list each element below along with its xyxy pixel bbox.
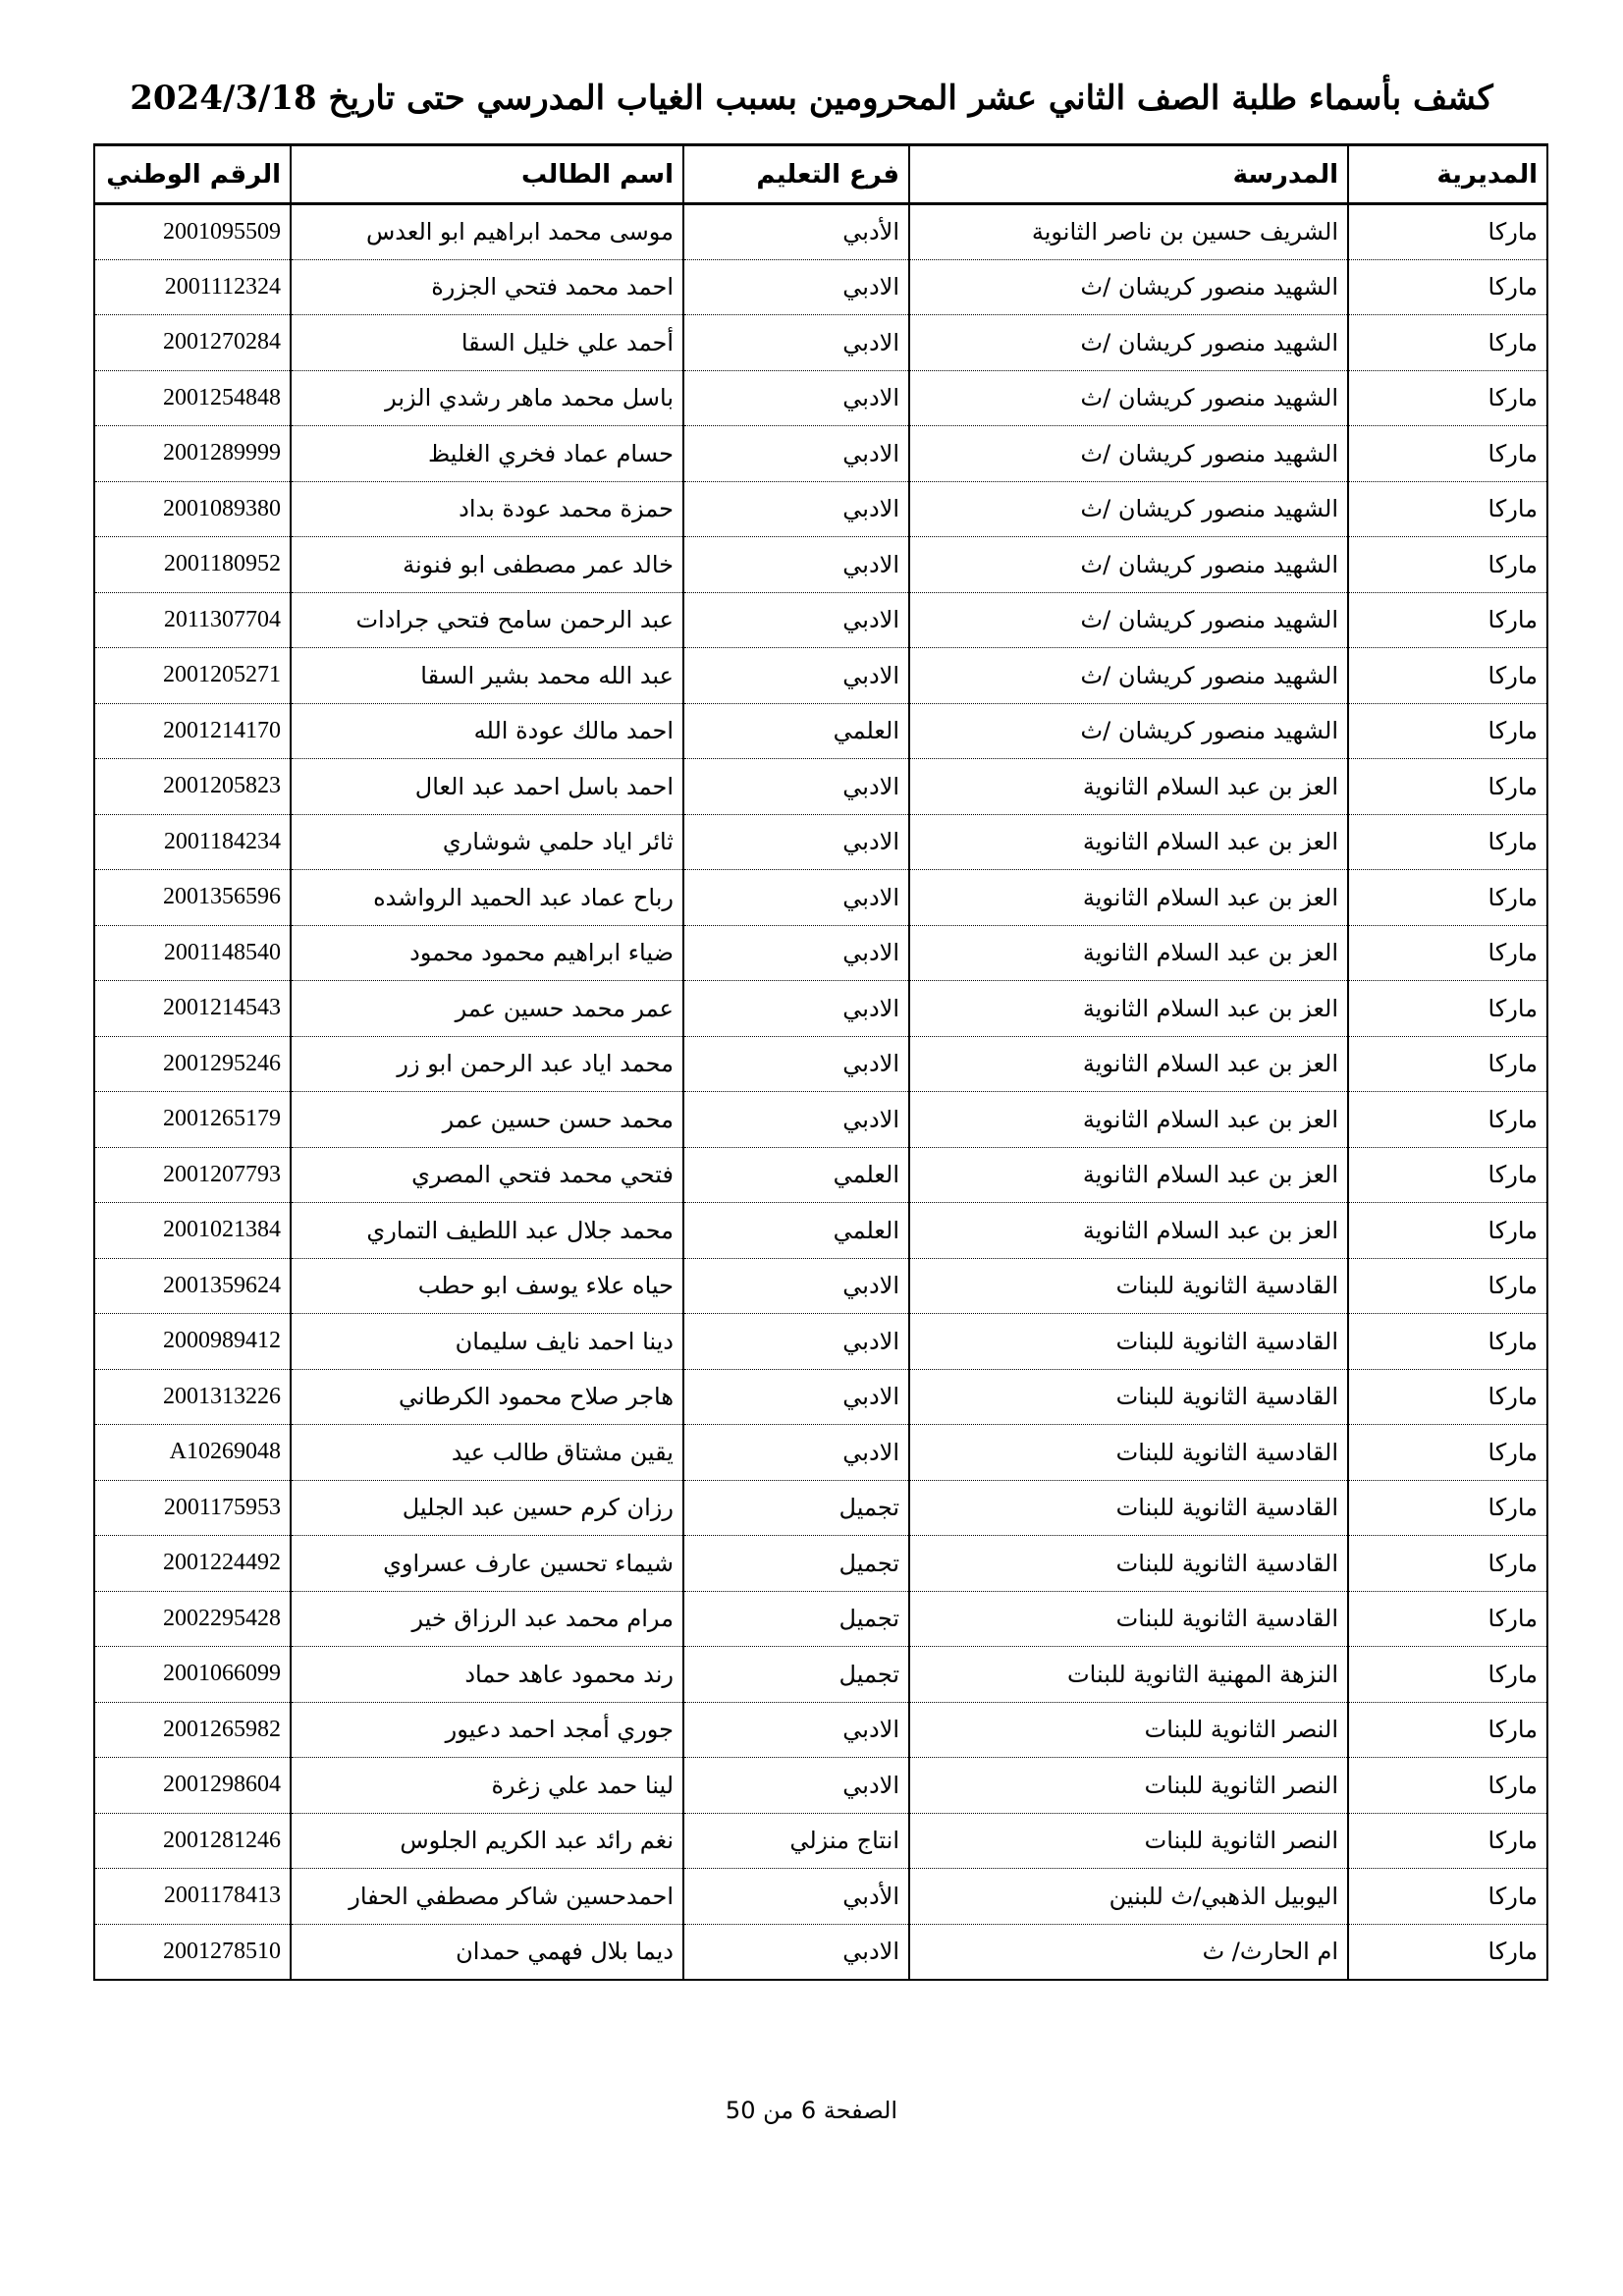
directorate-cell: ماركا (1348, 1813, 1547, 1869)
directorate-cell: ماركا (1348, 315, 1547, 371)
branch-cell: الادبي (683, 315, 909, 371)
student-name-cell: جوري أمجد احمد دعيور (291, 1702, 683, 1758)
branch-cell: تجميل (683, 1536, 909, 1592)
student-name-cell: حسام عماد فخري الغليظ (291, 426, 683, 482)
table-row (94, 1480, 1547, 1536)
table-row (94, 1258, 1547, 1314)
table-row (94, 1369, 1547, 1425)
school-cell: العز بن عبد السلام الثانوية (909, 981, 1348, 1037)
branch-cell: الادبي (683, 259, 909, 315)
branch-cell: الادبي (683, 648, 909, 704)
branch-cell: الادبي (683, 370, 909, 426)
branch-cell: الأدبي (683, 1869, 909, 1925)
table-row (94, 1425, 1547, 1481)
directorate-cell: ماركا (1348, 703, 1547, 759)
student-name-cell: حياه علاء يوسف ابو حطب (291, 1258, 683, 1314)
national-id-cell: 2002295428 (94, 1591, 291, 1647)
student-name-cell: رند محمود عاهد حماد (291, 1647, 683, 1703)
table-row (94, 370, 1547, 426)
table-row (94, 592, 1547, 648)
national-id-cell: 2001254848 (94, 370, 291, 426)
directorate-cell: ماركا (1348, 1369, 1547, 1425)
school-cell: النصر الثانوية للبنات (909, 1758, 1348, 1814)
national-id-cell: 2001205271 (94, 648, 291, 704)
student-name-cell: دينا احمد نايف سليمان (291, 1314, 683, 1370)
school-cell: النصر الثانوية للبنات (909, 1813, 1348, 1869)
school-cell: العز بن عبد السلام الثانوية (909, 759, 1348, 815)
table-row (94, 814, 1547, 870)
student-name-cell: ديما بلال فهمي حمدان (291, 1924, 683, 1980)
directorate-cell: ماركا (1348, 1924, 1547, 1980)
school-cell: العز بن عبد السلام الثانوية (909, 1147, 1348, 1203)
school-cell: الشهيد منصور كريشان /ث (909, 481, 1348, 537)
branch-cell: الادبي (683, 925, 909, 981)
table-row (94, 1147, 1547, 1203)
student-name-cell: خالد عمر مصطفى ابو فنونة (291, 537, 683, 593)
school-cell: الشريف حسين بن ناصر الثانوية (909, 204, 1348, 260)
national-id-cell: 2001278510 (94, 1924, 291, 1980)
table-row (94, 648, 1547, 704)
student-name-cell: محمد حسن حسين عمر (291, 1092, 683, 1148)
student-name-cell: احمد مالك عودة الله (291, 703, 683, 759)
directorate-cell: ماركا (1348, 1314, 1547, 1370)
document-title: كشف بأسماء طلبة الصف الثاني عشر المحرومين بسبب الغياب المدرسي حتى تاريخ 2024/3/18 (130, 79, 1493, 118)
branch-cell: الادبي (683, 1036, 909, 1092)
table-row (94, 1314, 1547, 1370)
branch-cell: الادبي (683, 1425, 909, 1481)
table-row (94, 1092, 1547, 1148)
table-row (94, 1869, 1547, 1925)
student-name-cell: لينا حمد علي زغرة (291, 1758, 683, 1814)
directorate-cell: ماركا (1348, 981, 1547, 1037)
national-id-cell: 2001095509 (94, 204, 291, 260)
table-row (94, 870, 1547, 926)
header-row (94, 145, 1547, 204)
student-name-cell: أحمد علي خليل السقا (291, 315, 683, 371)
student-name-cell: رزان كرم حسين عبد الجليل (291, 1480, 683, 1536)
branch-cell: الادبي (683, 1369, 909, 1425)
branch-cell: الادبي (683, 870, 909, 926)
student-name-cell: هاجر صلاح محمود الكرطاني (291, 1369, 683, 1425)
directorate-cell: ماركا (1348, 1203, 1547, 1259)
school-cell: العز بن عبد السلام الثانوية (909, 1092, 1348, 1148)
directorate-cell: ماركا (1348, 1647, 1547, 1703)
school-cell: العز بن عبد السلام الثانوية (909, 870, 1348, 926)
table-row (94, 1813, 1547, 1869)
school-cell: العز بن عبد السلام الثانوية (909, 1203, 1348, 1259)
national-id-cell: 2001066099 (94, 1647, 291, 1703)
directorate-cell: ماركا (1348, 1425, 1547, 1481)
school-cell: القادسية الثانوية للبنات (909, 1536, 1348, 1592)
national-id-cell: 2001214170 (94, 703, 291, 759)
table-row (94, 537, 1547, 593)
table-row (94, 259, 1547, 315)
header-national-id: الرقم الوطني (94, 145, 291, 204)
national-id-cell: 2001180952 (94, 537, 291, 593)
branch-cell: الادبي (683, 759, 909, 815)
student-name-cell: فتحي محمد فتحي المصري (291, 1147, 683, 1203)
school-cell: الشهيد منصور كريشان /ث (909, 259, 1348, 315)
table-row (94, 1758, 1547, 1814)
national-id-cell: 2001021384 (94, 1203, 291, 1259)
directorate-cell: ماركا (1348, 481, 1547, 537)
school-cell: الشهيد منصور كريشان /ث (909, 537, 1348, 593)
directorate-cell: ماركا (1348, 1536, 1547, 1592)
student-name-cell: عبد الرحمن سامح فتحي جرادات (291, 592, 683, 648)
national-id-cell: 2001298604 (94, 1758, 291, 1814)
table-row (94, 759, 1547, 815)
school-cell: الشهيد منصور كريشان /ث (909, 592, 1348, 648)
national-id-cell: 2001265982 (94, 1702, 291, 1758)
directorate-cell: ماركا (1348, 814, 1547, 870)
national-id-cell: 2001313226 (94, 1369, 291, 1425)
student-name-cell: محمد جلال عبد اللطيف التماري (291, 1203, 683, 1259)
table-row (94, 1702, 1547, 1758)
table-body (94, 204, 1547, 1980)
page-number: الصفحة 6 من 50 (725, 2097, 898, 2124)
branch-cell: العلمي (683, 703, 909, 759)
branch-cell: الادبي (683, 1314, 909, 1370)
header-student-name: اسم الطالب (291, 145, 683, 204)
directorate-cell: ماركا (1348, 370, 1547, 426)
national-id-cell: 2000989412 (94, 1314, 291, 1370)
branch-cell: العلمي (683, 1147, 909, 1203)
table-row (94, 925, 1547, 981)
directorate-cell: ماركا (1348, 426, 1547, 482)
table-row (94, 204, 1547, 260)
school-cell: ام الحارث/ ث (909, 1924, 1348, 1980)
school-cell: القادسية الثانوية للبنات (909, 1480, 1348, 1536)
school-cell: القادسية الثانوية للبنات (909, 1258, 1348, 1314)
directorate-cell: ماركا (1348, 1758, 1547, 1814)
directorate-cell: ماركا (1348, 1480, 1547, 1536)
branch-cell: الادبي (683, 537, 909, 593)
branch-cell: الادبي (683, 981, 909, 1037)
branch-cell: الادبي (683, 1092, 909, 1148)
student-name-cell: احمدحسين شاكر مصطفي الحفار (291, 1869, 683, 1925)
table-row (94, 1924, 1547, 1980)
school-cell: القادسية الثانوية للبنات (909, 1591, 1348, 1647)
table-row (94, 981, 1547, 1037)
student-name-cell: احمد محمد فتحي الجزرة (291, 259, 683, 315)
school-cell: النزهة المهنية الثانوية للبنات (909, 1647, 1348, 1703)
branch-cell: الادبي (683, 1758, 909, 1814)
branch-cell: الادبي (683, 481, 909, 537)
school-cell: الشهيد منصور كريشان /ث (909, 315, 1348, 371)
school-cell: العز بن عبد السلام الثانوية (909, 814, 1348, 870)
table-row (94, 481, 1547, 537)
directorate-cell: ماركا (1348, 204, 1547, 260)
student-name-cell: يقين مشتاق طالب عيد (291, 1425, 683, 1481)
national-id-cell: 2001295246 (94, 1036, 291, 1092)
national-id-cell: 2001289999 (94, 426, 291, 482)
national-id-cell: 2001281246 (94, 1813, 291, 1869)
national-id-cell: 2001265179 (94, 1092, 291, 1148)
header-directorate: المديرية (1348, 145, 1547, 204)
directorate-cell: ماركا (1348, 259, 1547, 315)
table-row (94, 1536, 1547, 1592)
branch-cell: الادبي (683, 1258, 909, 1314)
school-cell: الشهيد منصور كريشان /ث (909, 703, 1348, 759)
school-cell: الشهيد منصور كريشان /ث (909, 426, 1348, 482)
school-cell: اليوبيل الذهبي/ث للبنين (909, 1869, 1348, 1925)
school-cell: القادسية الثانوية للبنات (909, 1314, 1348, 1370)
directorate-cell: ماركا (1348, 537, 1547, 593)
school-cell: الشهيد منصور كريشان /ث (909, 648, 1348, 704)
table-row (94, 1036, 1547, 1092)
directorate-cell: ماركا (1348, 1591, 1547, 1647)
school-cell: الشهيد منصور كريشان /ث (909, 370, 1348, 426)
student-name-cell: ضياء ابراهيم محمود محمود (291, 925, 683, 981)
directorate-cell: ماركا (1348, 870, 1547, 926)
student-name-cell: حمزة محمد عودة بداد (291, 481, 683, 537)
national-id-cell: 2001178413 (94, 1869, 291, 1925)
branch-cell: الادبي (683, 1924, 909, 1980)
directorate-cell: ماركا (1348, 1036, 1547, 1092)
table-row (94, 426, 1547, 482)
branch-cell: تجميل (683, 1591, 909, 1647)
student-name-cell: شيماء تحسين عارف عسراوي (291, 1536, 683, 1592)
table-row (94, 315, 1547, 371)
student-name-cell: احمد باسل احمد عبد العال (291, 759, 683, 815)
table-header (94, 145, 1547, 204)
header-school: المدرسة (909, 145, 1348, 204)
student-name-cell: موسى محمد ابراهيم ابو العدس (291, 204, 683, 260)
school-cell: العز بن عبد السلام الثانوية (909, 1036, 1348, 1092)
national-id-cell: 2001207793 (94, 1147, 291, 1203)
directorate-cell: ماركا (1348, 1092, 1547, 1148)
national-id-cell: 2001112324 (94, 259, 291, 315)
student-name-cell: عمر محمد حسين عمر (291, 981, 683, 1037)
student-name-cell: مرام محمد عبد الرزاق خير (291, 1591, 683, 1647)
national-id-cell: 2001148540 (94, 925, 291, 981)
school-cell: القادسية الثانوية للبنات (909, 1425, 1348, 1481)
national-id-cell: 2001214543 (94, 981, 291, 1037)
directorate-cell: ماركا (1348, 1258, 1547, 1314)
directorate-cell: ماركا (1348, 1869, 1547, 1925)
school-cell: القادسية الثانوية للبنات (909, 1369, 1348, 1425)
table-row (94, 703, 1547, 759)
national-id-cell: 2001089380 (94, 481, 291, 537)
student-name-cell: باسل محمد ماهر رشدي الزبر (291, 370, 683, 426)
table-row (94, 1591, 1547, 1647)
table-row (94, 1203, 1547, 1259)
directorate-cell: ماركا (1348, 648, 1547, 704)
national-id-cell: 2001359624 (94, 1258, 291, 1314)
branch-cell: الادبي (683, 814, 909, 870)
national-id-cell: 2001205823 (94, 759, 291, 815)
school-cell: النصر الثانوية للبنات (909, 1702, 1348, 1758)
directorate-cell: ماركا (1348, 925, 1547, 981)
students-table (93, 143, 1548, 1981)
student-name-cell: عبد الله محمد بشير السقا (291, 648, 683, 704)
branch-cell: الادبي (683, 1702, 909, 1758)
branch-cell: تجميل (683, 1647, 909, 1703)
national-id-cell: A10269048 (94, 1425, 291, 1481)
branch-cell: الادبي (683, 426, 909, 482)
branch-cell: انتاج منزلي (683, 1813, 909, 1869)
national-id-cell: 2001184234 (94, 814, 291, 870)
header-branch: فرع التعليم (683, 145, 909, 204)
student-name-cell: رباح عماد عبد الحميد الرواشده (291, 870, 683, 926)
branch-cell: الأدبي (683, 204, 909, 260)
branch-cell: العلمي (683, 1203, 909, 1259)
directorate-cell: ماركا (1348, 1147, 1547, 1203)
national-id-cell: 2001224492 (94, 1536, 291, 1592)
branch-cell: تجميل (683, 1480, 909, 1536)
national-id-cell: 2001270284 (94, 315, 291, 371)
directorate-cell: ماركا (1348, 759, 1547, 815)
directorate-cell: ماركا (1348, 1702, 1547, 1758)
national-id-cell: 2001175953 (94, 1480, 291, 1536)
national-id-cell: 2011307704 (94, 592, 291, 648)
national-id-cell: 2001356596 (94, 870, 291, 926)
branch-cell: الادبي (683, 592, 909, 648)
student-name-cell: ثائر اياد حلمي شوشاري (291, 814, 683, 870)
student-name-cell: محمد اياد عبد الرحمن ابو زر (291, 1036, 683, 1092)
school-cell: العز بن عبد السلام الثانوية (909, 925, 1348, 981)
table-row (94, 1647, 1547, 1703)
directorate-cell: ماركا (1348, 592, 1547, 648)
student-name-cell: نغم رائد عبد الكريم الجلوس (291, 1813, 683, 1869)
